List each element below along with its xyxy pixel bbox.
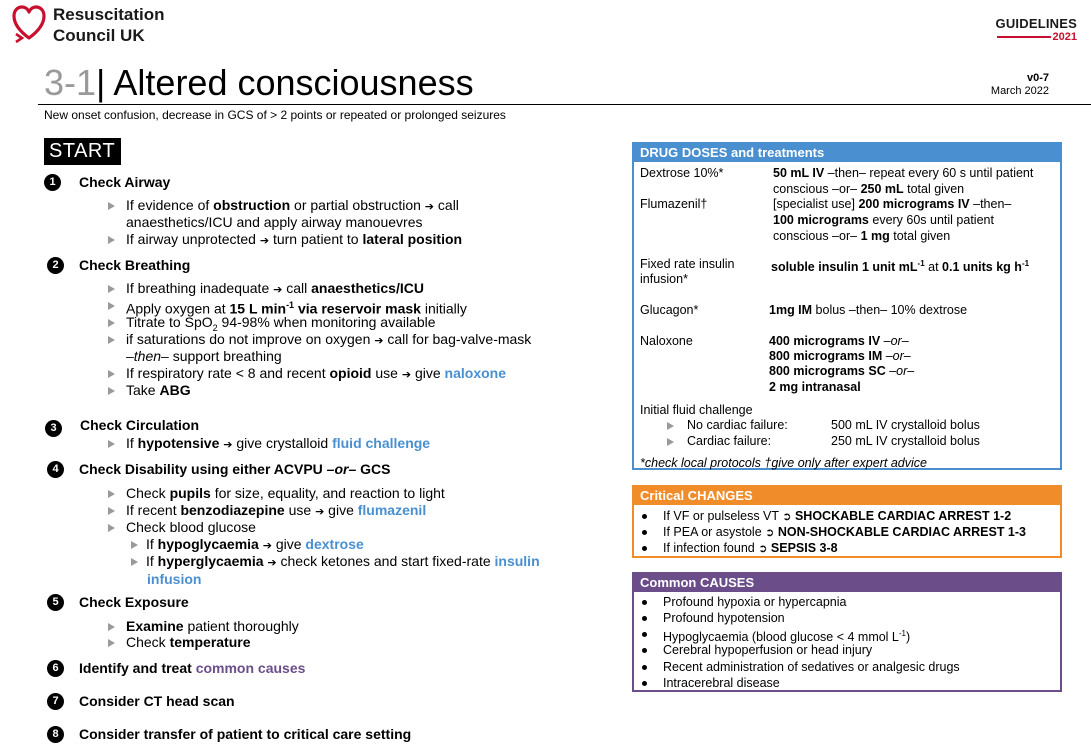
common-causes-link: common causes [195, 660, 306, 676]
curved-arrow-icon: ➲ [782, 510, 792, 523]
fluid-value-cardiac-failure: 250 mL IV crystalloid bolus [831, 434, 980, 448]
organisation-name [53, 4, 164, 46]
cause-item: Intracerebral disease [663, 676, 780, 690]
drug-dose-insulin: soluble insulin 1 unit $mL^{-1}$ at 0.1 units kg $h^{-1}$ [771, 259, 1030, 275]
bullet-icon [642, 665, 647, 670]
drug-name-flumazenil: Flumazenil† [640, 197, 708, 211]
fluid-challenge-title: Initial fluid challenge [640, 403, 753, 417]
critical-item-shockable: If VF or pulseless VT ➲ SHOCKABLE CARDIAC ARREST 1-2 [663, 509, 1012, 523]
drug-dose-naloxone-2: 800 micrograms IM –or– [769, 349, 911, 363]
step-number-4: 4 [47, 461, 64, 478]
bullet-icon [642, 530, 647, 535]
right-arrow-icon: ➔ [267, 556, 277, 569]
dextrose-link: dextrose [305, 536, 364, 552]
arrow-bullet-icon [108, 524, 115, 532]
start-label: START [44, 138, 121, 165]
critical-changes-panel [632, 485, 1062, 558]
cause-item: Hypoglycaemia (blood glucose < 4 mmol $L^{-1}$) [663, 629, 911, 645]
bullet-icon [642, 681, 647, 686]
list-item: If airway unprotected ➔ turn patient to lateral position [126, 231, 463, 247]
list-item: Take ABG [126, 382, 191, 398]
guidelines-badge [996, 16, 1077, 43]
drug-dose-naloxone-3: 800 micrograms SC –or– [769, 364, 915, 378]
critical-changes-heading: Critical CHANGES [634, 487, 1060, 505]
drug-dose-flumazenil-cont2: conscious –or– 1 mg total given [773, 229, 951, 243]
step-title-exposure: Check Exposure [79, 594, 189, 610]
fluid-value-no-cardiac-failure: 500 mL IV crystalloid bolus [831, 418, 980, 432]
curved-arrow-icon: ➲ [765, 526, 775, 539]
insulin-link: insulin [494, 553, 540, 569]
drug-dose-glucagon: 1mg IM bolus –then– 10% dextrose [769, 303, 968, 317]
arrow-bullet-icon [108, 285, 115, 293]
page-subtitle: New onset confusion, decrease in GCS of > 2 points or repeated or prolonged seizures [44, 108, 506, 122]
right-arrow-icon: ➔ [273, 283, 283, 296]
arrow-bullet-icon [108, 202, 115, 210]
arrow-bullet-icon [108, 370, 115, 378]
step-number-3: 3 [45, 420, 62, 437]
arrow-sub-bullet-icon [667, 438, 674, 446]
step-title-ct-scan: Consider CT head scan [79, 693, 235, 709]
step-title-disability: Check Disability using either ACVPU –or– GCS [79, 461, 391, 477]
heart-logo-icon [12, 4, 46, 44]
list-item: Check temperature [126, 634, 251, 650]
drug-dose-dextrose: 50 mL IV –then– repeat every 60 s until patient [773, 166, 1034, 180]
step-title-airway: Check Airway [79, 174, 171, 190]
drug-footnote: *check local protocols †give only after expert advice [640, 456, 927, 470]
cause-item: Profound hypoxia or hypercapnia [663, 595, 847, 609]
arrow-bullet-icon [108, 387, 115, 395]
right-arrow-icon: ➔ [374, 334, 384, 347]
list-item: Check pupils for size, equality, and reaction to light [126, 485, 445, 501]
arrow-sub-bullet-icon [667, 422, 674, 430]
arrow-bullet-icon [108, 639, 115, 647]
step-number-2: 2 [47, 257, 64, 274]
sub-list-item-continued: infusion [147, 571, 202, 587]
drug-name-naloxone: Naloxone [640, 334, 693, 348]
bullet-icon [642, 632, 647, 637]
list-item: If hypotensive ➔ give crystalloid fluid challenge [126, 435, 431, 451]
curved-arrow-icon: ➲ [758, 542, 768, 555]
title-text: Altered consciousness [105, 62, 474, 103]
list-item: Check blood glucose [126, 519, 256, 535]
arrow-bullet-icon [108, 490, 115, 498]
guidelines-year: 2021 [1052, 31, 1077, 43]
header-divider [38, 104, 1091, 105]
title-number: 3-1 [44, 62, 97, 103]
red-tick-line-icon [997, 36, 1051, 38]
drug-dose-naloxone-4: 2 mg intranasal [769, 380, 861, 394]
step-title-circulation: Check Circulation [80, 417, 200, 433]
cause-item: Cerebral hypoperfusion or head injury [663, 643, 873, 657]
common-causes-panel [632, 572, 1062, 692]
step-number-6: 6 [47, 660, 64, 677]
list-item-continued: anaesthetics/ICU and apply airway manouevres [126, 214, 423, 230]
cause-item: Recent administration of sedatives or analgesic drugs [663, 660, 960, 674]
right-arrow-icon: ➔ [401, 368, 412, 381]
list-item-continued: –then– support breathing [126, 348, 282, 364]
drug-name-glucagon: Glucagon* [640, 303, 699, 317]
drug-doses-panel [632, 142, 1062, 470]
arrow-sub-bullet-icon [131, 558, 138, 566]
step-number-7: 7 [47, 693, 64, 710]
list-item: Titrate to SpO$_2$ 94-98% when monitoring available [126, 314, 436, 333]
drug-dose-flumazenil: [specialist use] 200 micrograms IV –then– [773, 197, 1012, 211]
bullet-icon [642, 546, 647, 551]
version-info [991, 72, 1049, 98]
sub-list-item: If hypoglycaemia ➔ give dextrose [146, 536, 364, 552]
right-arrow-icon: ➔ [223, 438, 233, 451]
common-causes-heading: Common CAUSES [634, 574, 1060, 592]
org-line-2: Council UK [53, 26, 145, 45]
bullet-icon [642, 648, 647, 653]
page-title [44, 62, 474, 104]
title-separator: | [96, 62, 106, 103]
critical-item-sepsis: If infection found ➲ SEPSIS 3-8 [663, 541, 838, 555]
drug-doses-heading: DRUG DOSES and treatments [634, 144, 1060, 162]
drug-dose-naloxone-1: 400 micrograms IV –or– [769, 334, 909, 348]
naloxone-link: naloxone [444, 365, 507, 381]
arrow-sub-bullet-icon [131, 541, 138, 549]
list-item: if saturations do not improve on oxygen ➔ call for bag-valve-mask [126, 331, 532, 347]
sub-list-item: If hyperglycaemia ➔ check ketones and start fixed-rate insulin [146, 553, 540, 569]
drug-dose-dextrose-cont: conscious –or– 250 mL total given [773, 182, 965, 196]
bullet-icon [642, 600, 647, 605]
bullet-icon [642, 514, 647, 519]
drug-dose-flumazenil-cont: 100 micrograms every 60s until patient [773, 213, 994, 227]
right-arrow-icon: ➔ [259, 234, 270, 247]
drug-name-insulin: Fixed rate insulin [640, 257, 735, 271]
arrow-bullet-icon [108, 236, 115, 244]
version-number: v0-7 [1026, 72, 1049, 84]
cause-item: Profound hypotension [663, 611, 785, 625]
bullet-icon [642, 616, 647, 621]
right-arrow-icon: ➔ [315, 505, 325, 518]
drug-name-insulin-cont: infusion* [640, 272, 688, 286]
list-item: If respiratory rate < 8 and recent opioid use ➔ give naloxone [126, 365, 507, 381]
version-date: March 2022 [990, 85, 1049, 97]
arrow-bullet-icon [108, 507, 115, 515]
right-arrow-icon: ➔ [424, 200, 435, 213]
step-title-transfer: Consider transfer of patient to critical care setting [79, 726, 412, 742]
critical-item-non-shockable: If PEA or asystole ➲ NON-SHOCKABLE CARDIAC ARREST 1-3 [663, 525, 1026, 539]
list-item: If evidence of obstruction or partial obstruction ➔ call [126, 197, 459, 213]
step-title-breathing: Check Breathing [79, 257, 191, 273]
guidelines-label: GUIDELINES [995, 16, 1077, 31]
step-number-5: 5 [47, 594, 64, 611]
list-item: If breathing inadequate ➔ call anaesthetics/ICU [126, 280, 424, 296]
org-line-1: Resuscitation [53, 5, 165, 24]
arrow-bullet-icon [108, 319, 115, 327]
step-number-8: 8 [47, 726, 64, 743]
list-item: Examine patient thoroughly [126, 618, 299, 634]
arrow-bullet-icon [108, 440, 115, 448]
flumazenil-link: flumazenil [357, 502, 427, 518]
arrow-bullet-icon [108, 302, 115, 310]
drug-name-dextrose: Dextrose 10%* [640, 166, 724, 180]
right-arrow-icon: ➔ [262, 539, 272, 552]
list-item: If recent benzodiazepine use ➔ give flumazenil [126, 502, 427, 518]
step-title-causes: Identify and treat common causes [79, 660, 306, 676]
step-number-1: 1 [44, 174, 61, 191]
list-item: Apply oxygen at 15 L $\min^{-1}$ via reservoir mask initially [126, 300, 467, 317]
arrow-bullet-icon [108, 336, 115, 344]
fluid-label-cardiac-failure: Cardiac failure: [687, 434, 772, 448]
fluid-label-no-cardiac-failure: No cardiac failure: [687, 418, 788, 432]
fluid-challenge-link: fluid challenge [332, 435, 431, 451]
arrow-bullet-icon [108, 623, 115, 631]
